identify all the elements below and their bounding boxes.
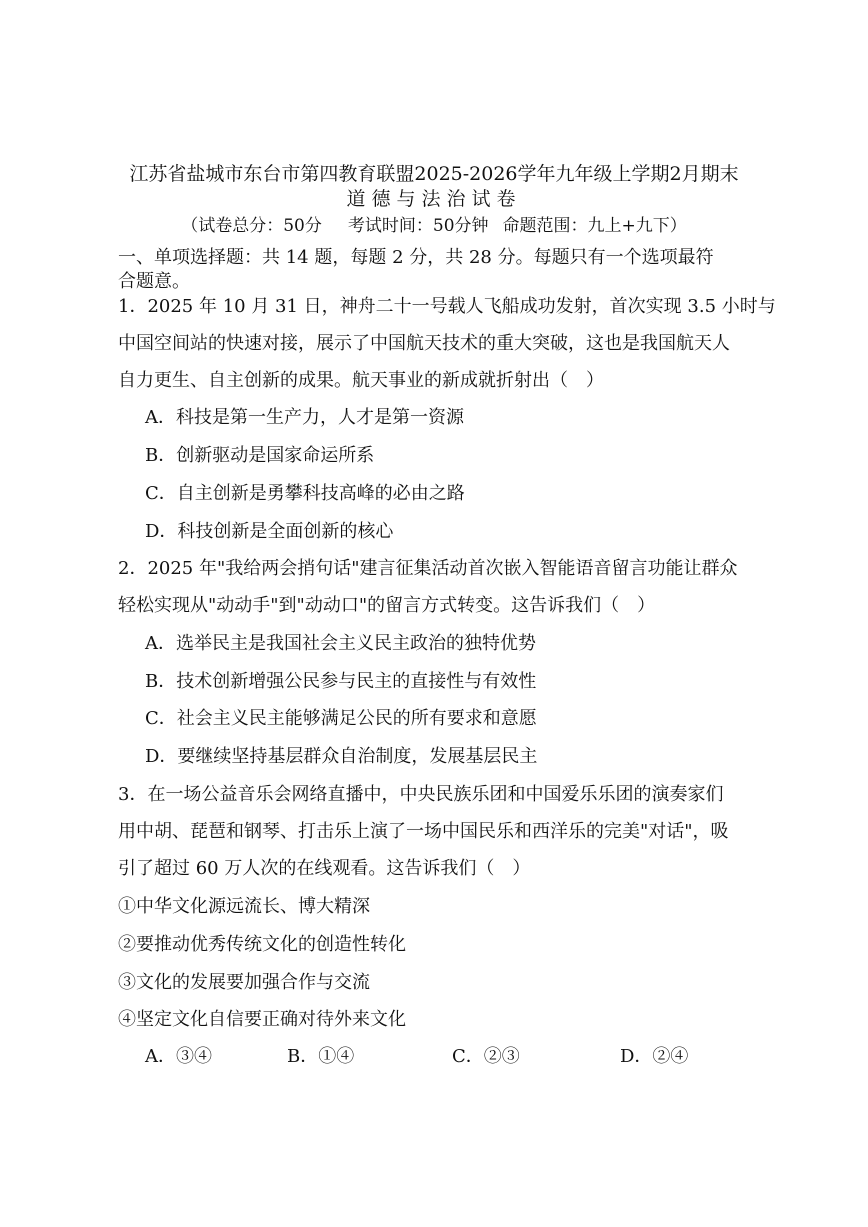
exam-title-line1: 江苏省盐城市东台市第四教育联盟2025-2026学年九年级上学期2月期末 [129,163,739,185]
section-heading-line2: 合题意。 [118,271,190,292]
q1-stem-line3: 自力更生、自主创新的成果。航天事业的新成就折射出（ ） [118,370,604,391]
exam-meta [0,215,868,237]
q3-statement-3: ③文化的发展要加强合作与交流 [118,972,370,993]
q3-option-a: A．③④ [145,1046,212,1067]
q1-stem-line1: 1．2025 年 10 月 31 日，神舟二十一号载人飞船成功发射，首次实现 3.5 小时与 [118,296,776,317]
q1-option-d: D．科技创新是全面创新的核心 [145,521,394,542]
q1-option-c: C．自主创新是勇攀科技高峰的必由之路 [145,483,465,504]
q2-stem-line2: 轻松实现从"动动手"到"动动口"的留言方式转变。这告诉我们（ ） [118,595,656,616]
q3-statement-4: ④坚定文化自信要正确对待外来文化 [118,1009,406,1030]
meta-total-score: （试卷总分：50分 [181,216,322,236]
exam-title-line2: 道德与法治试卷 [346,188,522,210]
section-heading-line1: 一、单项选择题：共 14 题，每题 2 分，共 28 分。每题只有一个选项最符 [118,247,714,268]
q3-statement-1: ①中华文化源远流长、博大精深 [118,896,370,917]
q2-stem-line1: 2．2025 年"我给两会捎句话"建言征集活动首次嵌入智能语音留言功能让群众 [118,558,738,579]
q3-option-d: D．②④ [620,1046,689,1067]
q3-stem-line2: 用中胡、琵琶和钢琴、打击乐上演了一场中国民乐和西洋乐的完美"对话"，吸 [118,821,729,842]
q3-option-b: B．①④ [287,1046,355,1067]
q3-option-c: C．②③ [452,1046,520,1067]
meta-exam-time: 考试时间：50分钟 [347,216,489,236]
q2-option-c: C．社会主义民主能够满足公民的所有要求和意愿 [145,708,537,729]
q1-option-b: B．创新驱动是国家命运所系 [145,445,375,466]
q2-option-a: A．选举民主是我国社会主义民主政治的独特优势 [145,633,536,654]
q3-stem-line1: 3．在一场公益音乐会网络直播中，中央民族乐团和中国爱乐乐团的演奏家们 [118,784,724,805]
meta-scope: 命题范围：九上+九下） [502,216,687,236]
q3-stem-line3: 引了超过 60 万人次的在线观看。这告诉我们（ ） [118,858,531,879]
q3-statement-2: ②要推动优秀传统文化的创造性转化 [118,934,406,955]
q1-stem-line2: 中国空间站的快速对接，展示了中国航天技术的重大突破，这也是我国航天人 [118,333,730,354]
q2-option-b: B．技术创新增强公民参与民主的直接性与有效性 [145,671,537,692]
q2-option-d: D．要继续坚持基层群众自治制度，发展基层民主 [145,746,538,767]
q1-option-a: A．科技是第一生产力，人才是第一资源 [145,407,464,428]
